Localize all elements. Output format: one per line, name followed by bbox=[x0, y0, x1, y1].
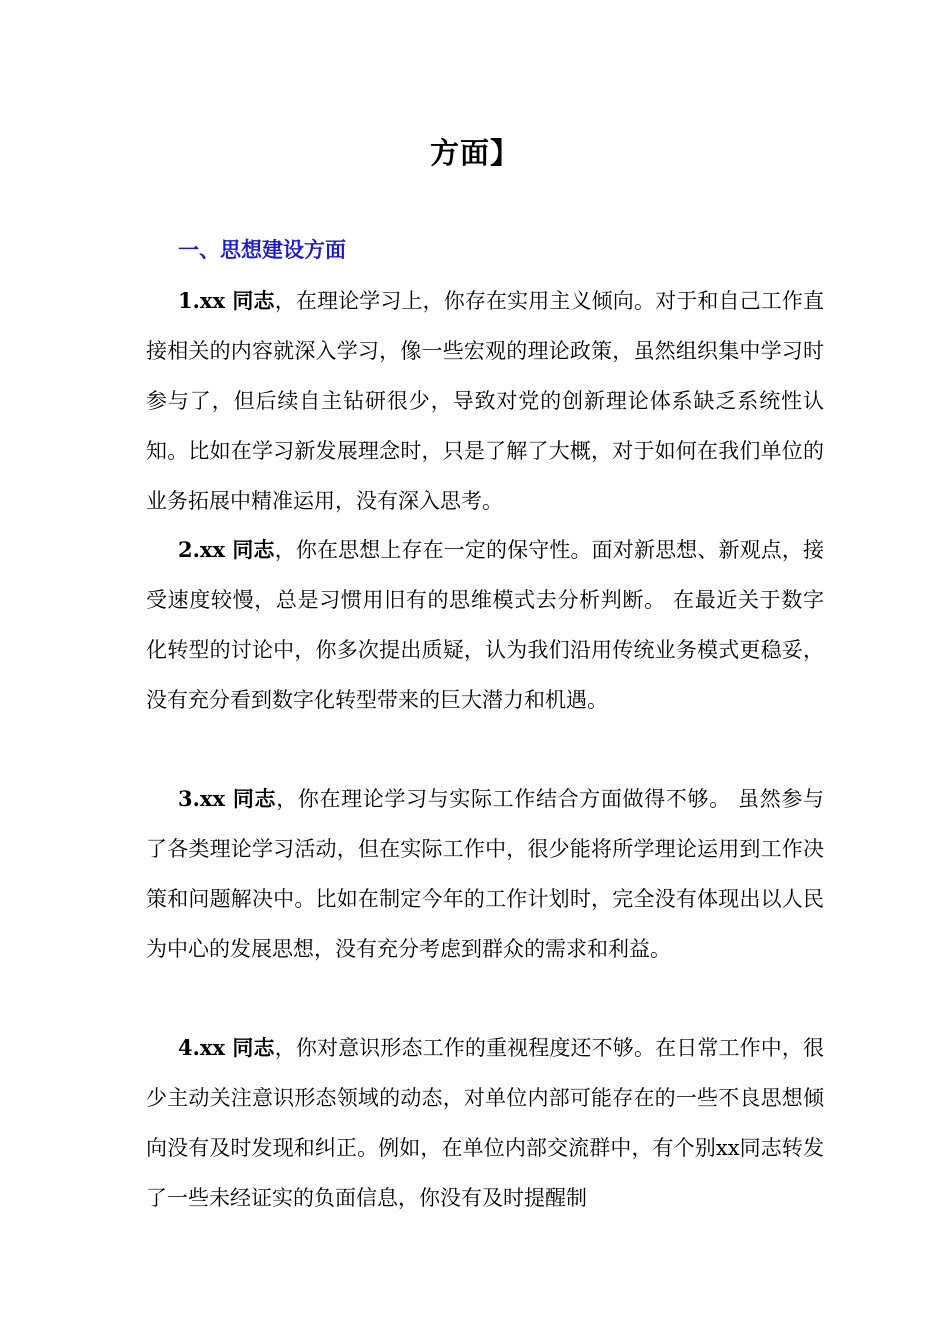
paragraph-2-text: ，你在思想上存在一定的保守性。面对新思想、新观点，接受速度较慢，总是习惯用旧有的思维模式去分析判断。 在最近关于数字化转型的讨论中，你多次提出质疑，认为我们沿用传统业务模式更稳妥，没有充分看到数字化转型带来的巨大潜力和机遇。 bbox=[146, 538, 825, 712]
paragraph-2-lead: 2.xx 同志 bbox=[178, 537, 275, 562]
paragraph-3 bbox=[146, 774, 824, 974]
paragraph-2 bbox=[146, 525, 824, 725]
paragraph-4-text: ，你对意识形态工作的重视程度还不够。在日常工作中，很少主动关注意识形态领域的动态，对单位内部可能存在的一些不良思想倾向没有及时发现和纠正。例如，在单位内部交流群中，有个别xx同志转发了一些未经证实的负面信息，你没有及时提醒制 bbox=[146, 1036, 825, 1210]
paragraph-4-lead: 4.xx 同志 bbox=[178, 1035, 275, 1060]
page-title: 方面】 bbox=[429, 136, 520, 170]
paragraph-1-text: ，在理论学习上，你存在实用主义倾向。对于和自己工作直接相关的内容就深入学习，像一些宏观的理论政策，虽然组织集中学习时参与了，但后续自主钻研很少，导致对党的创新理论体系缺乏系统性认知。比如在学习新发展理念时，只是了解了大概，对于如何在我们单位的业务拓展中精准运用，没有深入思考。 bbox=[146, 289, 825, 513]
paragraph-1 bbox=[146, 276, 824, 526]
paragraph-3-text: ，你在理论学习与实际工作结合方面做得不够。 虽然参与了各类理论学习活动，但在实际工作中，很少能将所学理论运用到工作决策和问题解决中。比如在制定今年的工作计划时，完全没有体现出以人民为中心的发展思想，没有充分考虑到群众的需求和利益。 bbox=[146, 787, 824, 961]
paragraph-4 bbox=[146, 1023, 824, 1223]
paragraph-1-lead: 1.xx 同志 bbox=[178, 288, 275, 313]
section-heading: 一、思想建设方面 bbox=[178, 237, 346, 262]
paragraph-3-lead: 3.xx 同志 bbox=[178, 786, 277, 811]
